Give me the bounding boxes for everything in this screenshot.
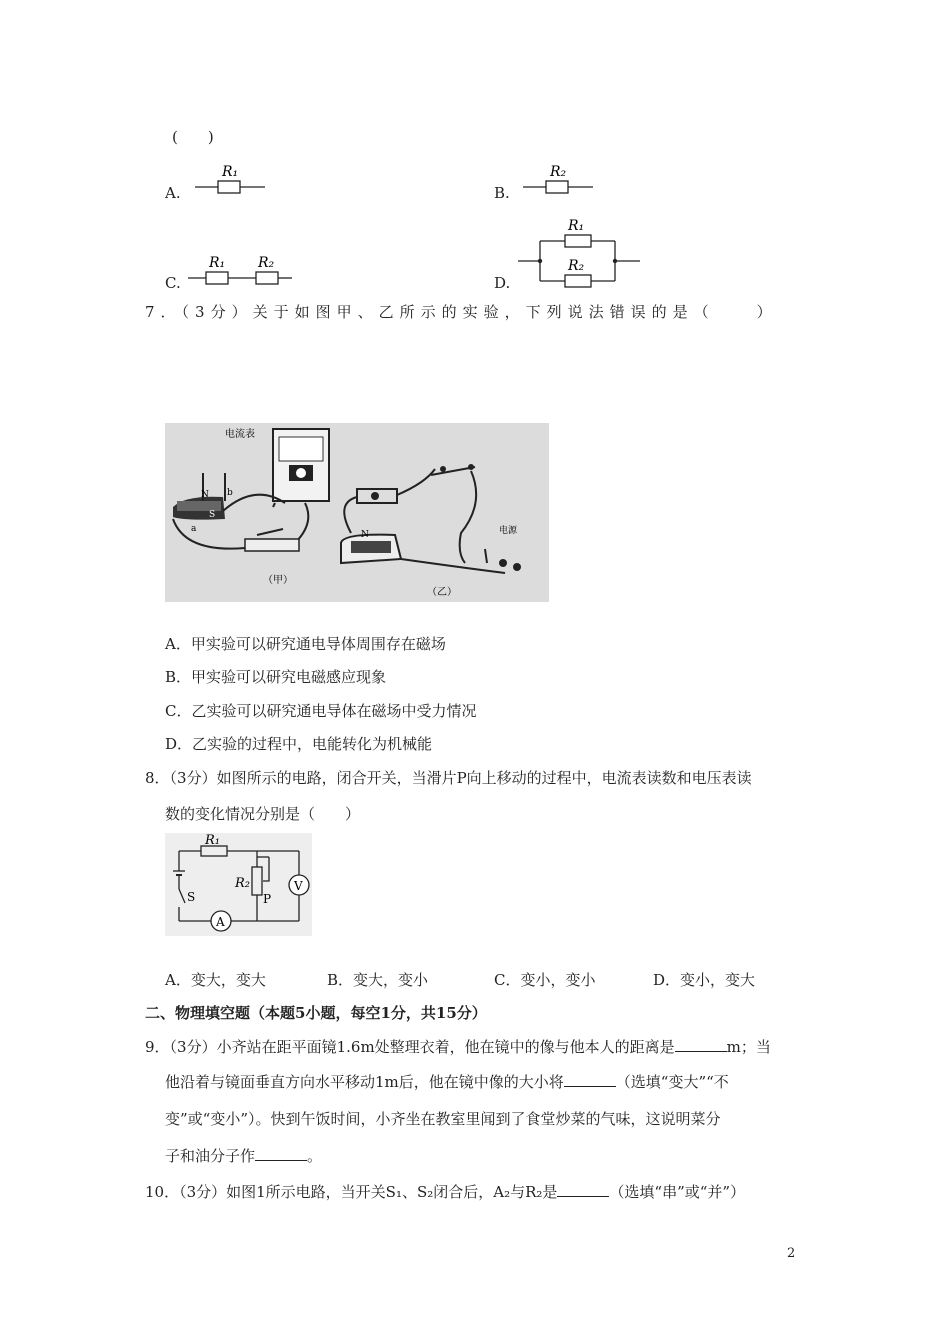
svg-text:S: S — [187, 890, 196, 904]
q6-option-d-circuit — [515, 215, 645, 290]
svg-text:V: V — [294, 879, 303, 893]
q7-option-b: B．甲实验可以研究电磁感应现象 — [165, 668, 387, 686]
q7-stem: 7．（3分）关于如图甲、乙所示的实验，下列说法错误的是（ ） — [145, 303, 778, 321]
svg-text:电源: 电源 — [499, 526, 518, 536]
answer-blank[interactable] — [557, 1182, 609, 1197]
svg-text:R₂: R₂ — [235, 876, 250, 891]
resistor-label: R₁ — [209, 255, 226, 271]
q6-option-c-circuit — [186, 250, 296, 290]
resistor-label: R₁ — [568, 218, 585, 234]
resistor-icon — [565, 235, 591, 247]
resistor-icon — [546, 181, 568, 193]
section-heading: 二、物理填空题（本题5小题，每空1分，共15分） — [145, 1004, 487, 1022]
resistor-icon — [218, 181, 240, 193]
svg-text:N: N — [361, 530, 369, 540]
q8-circuit-diagram — [165, 833, 312, 936]
page-number: 2 — [787, 1246, 796, 1261]
resistor-label: R₂ — [568, 258, 585, 274]
q7-experiment-illustration — [165, 423, 549, 602]
svg-text:N: N — [201, 490, 209, 500]
q6-option-a-circuit — [190, 160, 270, 200]
q7-option-d: D．乙实验的过程中，电能转化为机械能 — [165, 735, 433, 753]
q6-option-b-letter: B. — [494, 184, 510, 202]
answer-blank[interactable] — [675, 1037, 727, 1052]
svg-text:b: b — [227, 488, 233, 498]
ammeter-label: 电流表 — [225, 429, 255, 440]
q7-option-c: C．乙实验可以研究通电导体在磁场中受力情况 — [165, 702, 477, 720]
svg-text:（乙）: （乙） — [427, 587, 457, 598]
q6-option-c-letter: C. — [165, 274, 181, 292]
answer-blank[interactable] — [255, 1146, 307, 1161]
q8-option-d: D．变小，变大 — [653, 971, 756, 989]
q8-option-a: A．变大，变大 — [165, 971, 266, 989]
q9-line1: 9．（3分）小齐站在距平面镜1.6m处整理衣着，他在镜中的像与他本人的距离是 m；当 — [145, 1038, 771, 1056]
resistor-label: R₁ — [222, 164, 239, 180]
resistor-label: R₂ — [258, 255, 275, 271]
q6-option-a-letter: A. — [165, 184, 181, 202]
svg-text:A: A — [216, 915, 225, 929]
q9-line3: 变”或“变小”）。快到午饭时间，小齐坐在教室里闻到了食堂炒菜的气味，这说明菜分 — [165, 1110, 721, 1128]
svg-text:P: P — [263, 892, 272, 906]
q6-answer-paren: ( ) — [172, 128, 214, 146]
q7-experiment-photo — [165, 423, 549, 602]
svg-text:a: a — [191, 524, 197, 534]
resistor-icon — [565, 275, 591, 287]
svg-text:（甲）: （甲） — [263, 575, 293, 586]
q9-line4: 子和油分子作 。 — [165, 1147, 323, 1165]
q8-option-b: B．变大，变小 — [327, 971, 429, 989]
q6-option-b-circuit — [518, 160, 598, 200]
q9-line2: 他沿着与镜面垂直方向水平移动1m后，他在镜中像的大小将 （选填“变大”“不 — [165, 1073, 729, 1091]
svg-text:R₁: R₁ — [205, 833, 220, 848]
resistor-label: R₂ — [550, 164, 567, 180]
svg-text:S: S — [209, 510, 216, 520]
q8-stem-line1: 8．（3分）如图所示的电路，闭合开关，当滑片P向上移动的过程中，电流表读数和电压表读 — [145, 769, 752, 787]
rheostat-icon — [252, 867, 262, 895]
q7-option-a: A．甲实验可以研究通电导体周围存在磁场 — [165, 635, 446, 653]
q8-stem-line2: 数的变化情况分别是（ ） — [165, 805, 361, 823]
answer-blank[interactable] — [564, 1072, 616, 1087]
resistor-icon — [206, 272, 228, 284]
q10-line1: 10．（3分）如图1所示电路，当开关S₁、S₂闭合后，A₂与R₂是 （选填“串”或“并”） — [145, 1183, 746, 1201]
resistor-icon — [256, 272, 278, 284]
q6-option-d-letter: D. — [494, 274, 511, 292]
q8-option-c: C．变小，变小 — [494, 971, 596, 989]
